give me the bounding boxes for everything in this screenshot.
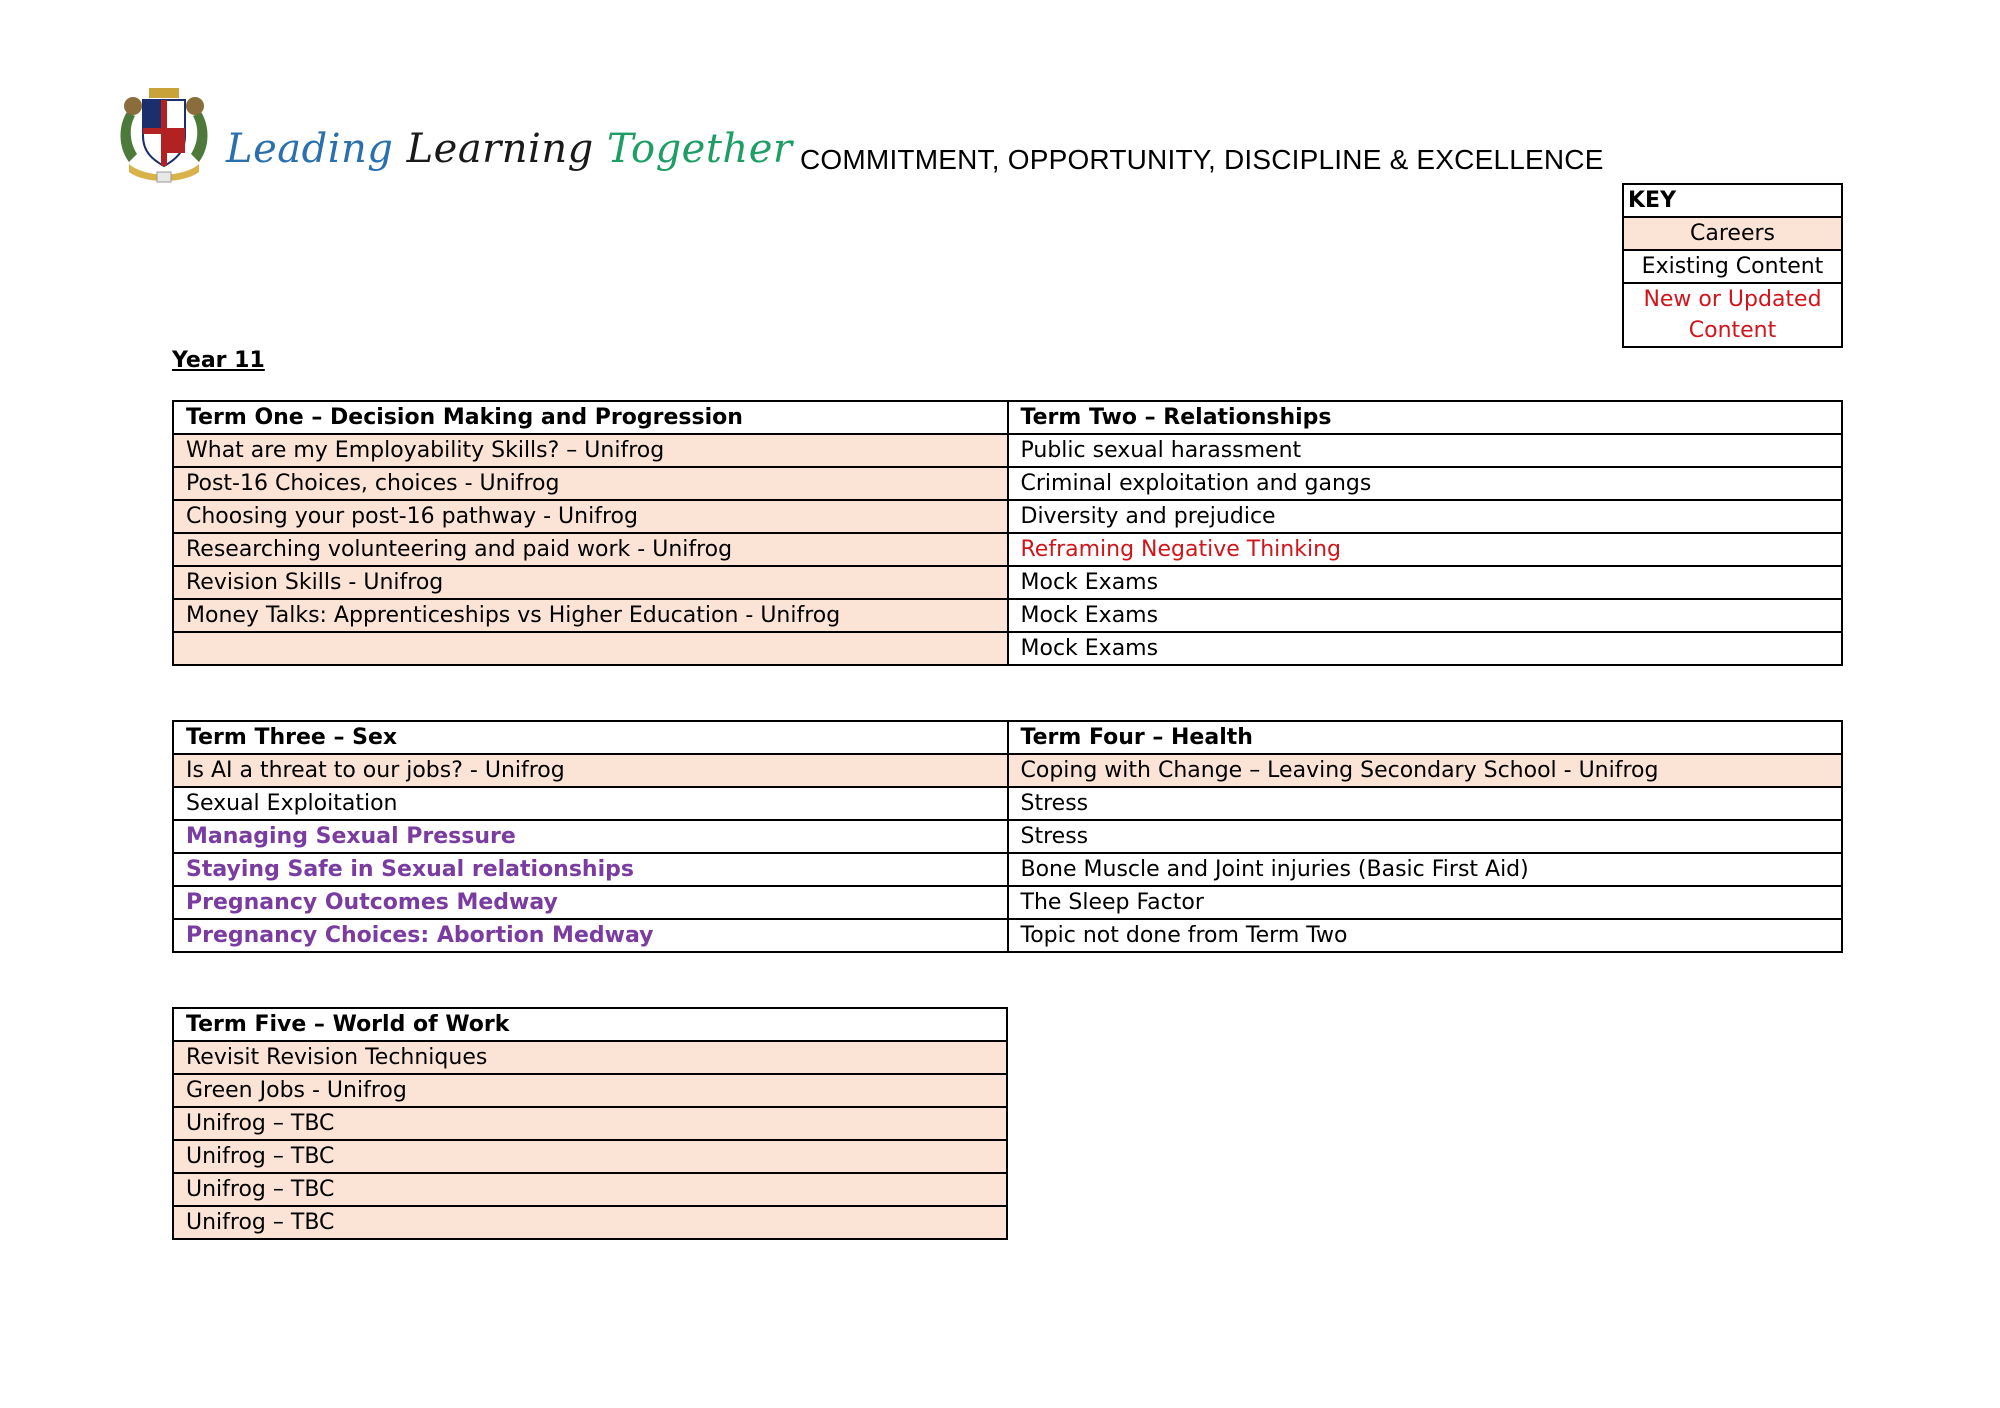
term-one-cell (173, 632, 1008, 665)
table-row (173, 434, 1842, 467)
school-motto: COMMITMENT, OPPORTUNITY, DISCIPLINE & EXCELLENCE (800, 144, 1604, 175)
key-item-existing: Existing Content (1623, 250, 1842, 283)
table-row (173, 1140, 1007, 1173)
key-item-careers: Careers (1623, 217, 1842, 250)
term-four-cell: Coping with Change – Leaving Secondary School - Unifrog (1008, 754, 1843, 787)
term-one-cell: What are my Employability Skills? – Unifrog (173, 434, 1008, 467)
table-row (173, 467, 1842, 500)
term-three-cell: Pregnancy Choices: Abortion Medway (173, 919, 1008, 952)
table-row (173, 820, 1842, 853)
term-one-cell: Revision Skills - Unifrog (173, 566, 1008, 599)
term-two-cell: Criminal exploitation and gangs (1008, 467, 1843, 500)
table-header-row (173, 721, 1842, 754)
table-row (173, 566, 1842, 599)
term-two-cell: Public sexual harassment (1008, 434, 1843, 467)
term-five-cell: Unifrog – TBC (173, 1140, 1007, 1173)
term-three-cell: Is AI a threat to our jobs? - Unifrog (173, 754, 1008, 787)
table-row (173, 599, 1842, 632)
term-four-cell: Stress (1008, 820, 1843, 853)
term-three-cell: Staying Safe in Sexual relationships (173, 853, 1008, 886)
table-row (173, 787, 1842, 820)
slogan-word-together: Together (606, 126, 793, 172)
term-five-cell: Unifrog – TBC (173, 1206, 1007, 1239)
term-four-title: Term Four – Health (1008, 721, 1843, 754)
table-header-row (173, 1008, 1007, 1041)
term-one-title: Term One – Decision Making and Progression (173, 401, 1008, 434)
term-two-cell: Reframing Negative Thinking (1008, 533, 1843, 566)
terms-three-four-table (172, 720, 1843, 953)
term-three-title: Term Three – Sex (173, 721, 1008, 754)
school-slogan (226, 126, 792, 172)
table-row (173, 853, 1842, 886)
term-four-cell: Topic not done from Term Two (1008, 919, 1843, 952)
table-row (173, 1107, 1007, 1140)
term-three-cell: Pregnancy Outcomes Medway (173, 886, 1008, 919)
table-row (173, 1206, 1007, 1239)
term-two-cell: Mock Exams (1008, 599, 1843, 632)
term-five-cell: Revisit Revision Techniques (173, 1041, 1007, 1074)
term-two-cell: Mock Exams (1008, 632, 1843, 665)
term-five-title: Term Five – World of Work (173, 1008, 1007, 1041)
table-row (173, 1173, 1007, 1206)
term-two-cell: Mock Exams (1008, 566, 1843, 599)
table-row (173, 1041, 1007, 1074)
terms-one-two-table (172, 400, 1843, 666)
slogan-word-learning: Learning (406, 126, 594, 172)
table-header-row (173, 401, 1842, 434)
key-item-new: New or Updated Content (1623, 283, 1842, 347)
term-four-cell: Stress (1008, 787, 1843, 820)
table-row (173, 919, 1842, 952)
term-three-cell: Managing Sexual Pressure (173, 820, 1008, 853)
term-one-cell: Post-16 Choices, choices - Unifrog (173, 467, 1008, 500)
table-row (173, 754, 1842, 787)
table-row (173, 632, 1842, 665)
term-five-cell: Unifrog – TBC (173, 1173, 1007, 1206)
term-five-cell: Green Jobs - Unifrog (173, 1074, 1007, 1107)
key-table (1622, 183, 1843, 348)
year-heading: Year 11 (172, 348, 265, 373)
term-one-cell: Researching volunteering and paid work - Unifrog (173, 533, 1008, 566)
term-two-cell: Diversity and prejudice (1008, 500, 1843, 533)
table-row (173, 886, 1842, 919)
term-two-title: Term Two – Relationships (1008, 401, 1843, 434)
term-three-cell: Sexual Exploitation (173, 787, 1008, 820)
term-four-cell: Bone Muscle and Joint injuries (Basic First Aid) (1008, 853, 1843, 886)
slogan-word-leading: Leading (226, 126, 394, 172)
term-one-cell: Choosing your post-16 pathway - Unifrog (173, 500, 1008, 533)
key-title: KEY (1623, 184, 1842, 217)
school-crest-logo (115, 84, 213, 184)
table-row (173, 500, 1842, 533)
term-five-cell: Unifrog – TBC (173, 1107, 1007, 1140)
term-five-table (172, 1007, 1008, 1240)
table-row (173, 533, 1842, 566)
term-one-cell: Money Talks: Apprenticeships vs Higher Education - Unifrog (173, 599, 1008, 632)
term-four-cell: The Sleep Factor (1008, 886, 1843, 919)
table-row (173, 1074, 1007, 1107)
